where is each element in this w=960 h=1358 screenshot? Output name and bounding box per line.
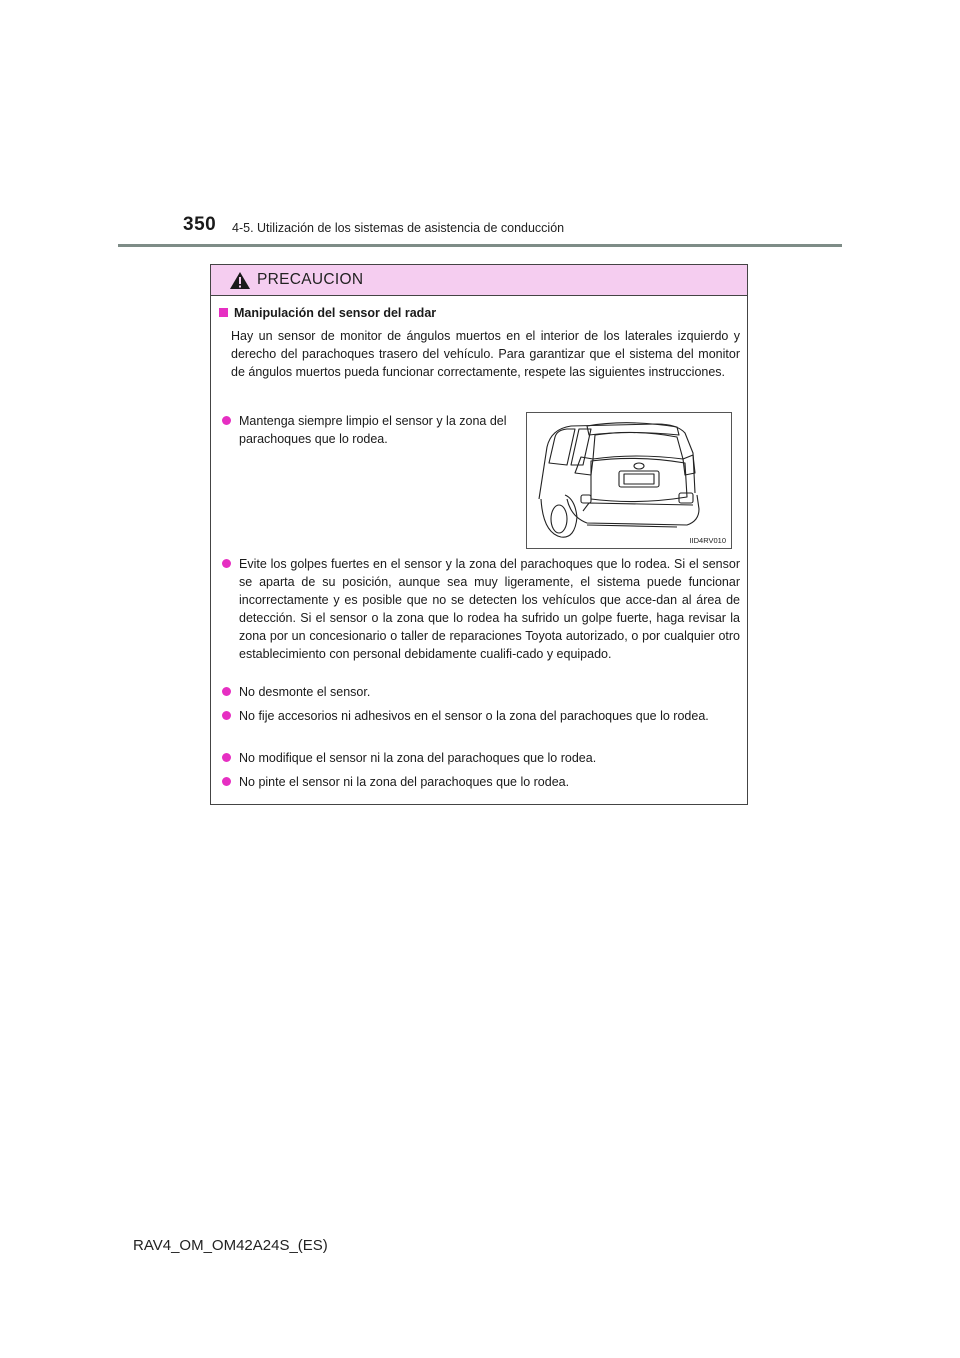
section-title: 4-5. Utilización de los sistemas de asistencia de conducción: [232, 221, 565, 235]
bullet-dot-icon: [222, 687, 231, 696]
caution-intro: Hay un sensor de monitor de ángulos muertos en el interior de los laterales izquierdo y derecho del parachoques trasero del vehículo. Para garantizar que el sistema del monitor de ángulos muertos pueda funcionar correctamente, respete las siguientes instrucciones.: [231, 329, 740, 379]
bullet-item: [219, 412, 509, 448]
bullet-dot-icon: [222, 777, 231, 786]
bullet-dot-icon: [222, 711, 231, 720]
bullet-dot-icon: [222, 416, 231, 425]
bullet-square-icon: [219, 308, 228, 317]
suv-rear-view-drawing: [527, 413, 731, 548]
bullet-text: No modifique el sensor ni la zona del parachoques que lo rodea.: [239, 751, 597, 765]
bullet-item: [219, 773, 740, 791]
warning-triangle-icon: [229, 271, 251, 290]
caution-subheading: [219, 306, 436, 320]
page-number: 350: [183, 214, 217, 235]
subheading-text: Manipulación del sensor del radar: [234, 306, 437, 320]
caution-header: [211, 265, 747, 296]
caution-box: [210, 264, 748, 805]
car-rear-illustration: [526, 412, 732, 549]
bullet-text: Evite los golpes fuertes en el sensor y la zona del parachoques que lo rodea. Si el sensor se aparta de su posición, aunque sea muy ligeramente, el sistema puede funcionar incorrectamente y es posible que no se detecten los vehículos que acce-dan al área de detección. Si el sensor o la zona que lo rodea ha sufrido un golpe fuerte, haga revisar la zona por un concesionario o taller de reparaciones Toyota autorizado, o por cualquier otro establecimiento con personal debidamente cualifi-cado y equipado.: [239, 557, 740, 661]
caution-title: PRECAUCION: [257, 271, 364, 288]
bullet-text: No pinte el sensor ni la zona del parachoques que lo rodea.: [239, 775, 570, 789]
bullet-item: [219, 555, 740, 663]
bullet-dot-icon: [222, 559, 231, 568]
bullet-item: [219, 707, 740, 725]
header-divider: [118, 244, 842, 247]
bullet-item: [219, 749, 740, 767]
figure-code: IID4RV010: [689, 536, 726, 545]
bullet-text: No desmonte el sensor.: [239, 685, 371, 699]
document-code: RAV4_OM_OM42A24S_(ES): [133, 1237, 328, 1254]
bullet-text: Mantenga siempre limpio el sensor y la zona del parachoques que lo rodea.: [239, 414, 507, 446]
bullet-item: [219, 683, 740, 701]
bullet-dot-icon: [222, 753, 231, 762]
bullet-text: No fije accesorios ni adhesivos en el sensor o la zona del parachoques que lo rodea.: [239, 709, 709, 723]
